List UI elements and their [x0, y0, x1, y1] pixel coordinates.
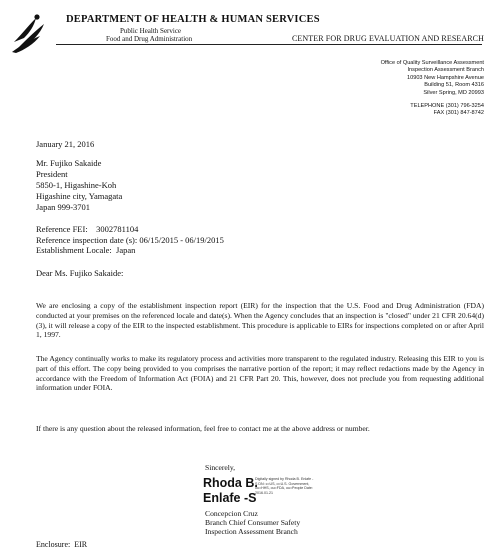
recipient-street: 5850-1, Higashine-Koh [36, 180, 117, 190]
hhs-eagle-logo-icon [10, 12, 48, 54]
body-paragraph: We are enclosing a copy of the establishment inspection report (EIR) for the inspection that the U.S. Food and Drug Administration (FDA) conducted at your premises on the referenced locale and date(s). When the Agency concludes that an inspection is "closed" under 21 CFR 20.64(d)(3), it will release a copy of the EIR to the inspected establishment. This procedure is applicable to EIRs for inspections completed on or after April 1, 1997. [36, 301, 484, 340]
telephone-line: TELEPHONE (301) 796-3254 [410, 103, 484, 110]
letter-date: January 21, 2016 [36, 139, 95, 149]
closing: Sincerely, [205, 463, 236, 472]
address-line: 10903 New Hampshire Avenue [406, 74, 484, 81]
body-paragraph: The Agency continually works to make its regulatory process and activities more transparent to the regulated industry. Releasing this EIR to you is part of this effort. The copy being provided to you comprises the narrative portion of the report; it may reflect redactions made by the Agency in accordance with the Freedom of Information Act (FOIA) and 21 CFR Part 20. This, however, does not preclude you from requesting additional information under FOIA. [36, 354, 484, 393]
header-divider [56, 44, 482, 45]
digital-signature-note: Digitally signed by Rhoda B. Enlafe -S DN: c=US, o=U.S. Government, ou=HHS, ou=FDA, ou=People Date: 2016.01.21 [255, 477, 314, 495]
recipient-name: Mr. Fujiko Sakaide [36, 158, 102, 168]
reference-block [36, 224, 224, 256]
recipient-country: Japan 999-3701 [36, 202, 91, 212]
address-line: Silver Spring, MD 20993 [423, 89, 484, 96]
recipient-title: President [36, 169, 68, 179]
fax-line: FAX (301) 847-8742 [433, 110, 484, 117]
recipient-address [36, 158, 122, 213]
signature-line-1: Rhoda B. [203, 476, 258, 490]
enclosure-line: Enclosure: EIR [36, 540, 88, 549]
salutation: Dear Ms. Fujiko Sakaide: [36, 268, 124, 278]
department-title: DEPARTMENT OF HEALTH & HUMAN SERVICES [66, 14, 320, 25]
service-name: Public Health Service [120, 27, 182, 35]
office-address [381, 60, 484, 118]
center-name: CENTER FOR DRUG EVALUATION AND RESEARCH [292, 34, 484, 43]
establishment-locale: Establishment Locale: Japan [36, 245, 136, 255]
signer-title: Branch Chief Consumer Safety [205, 518, 301, 528]
signer-branch: Inspection Assessment Branch [205, 527, 298, 537]
address-line: Building 51, Room 4316 [424, 82, 484, 89]
reference-dates: Reference inspection date (s): 06/15/2015 - 06/19/2015 [36, 234, 224, 245]
recipient-city: Higashine city, Yamagata [36, 191, 123, 201]
agency-name: Food and Drug Administration [106, 35, 193, 43]
signer-name: Concepcion Cruz [205, 509, 258, 518]
address-line: Office of Quality Surveillance Assessment [380, 60, 484, 66]
body-paragraph: If there is any question about the released information, feel free to contact me at the above address or number. [36, 424, 370, 433]
signer-block [205, 509, 300, 537]
signature-line-2: Enlafe -S [203, 491, 257, 505]
address-line: Inspection Assessment Branch [407, 67, 484, 74]
reference-fei: Reference FEI: 3002781104 [36, 224, 139, 234]
